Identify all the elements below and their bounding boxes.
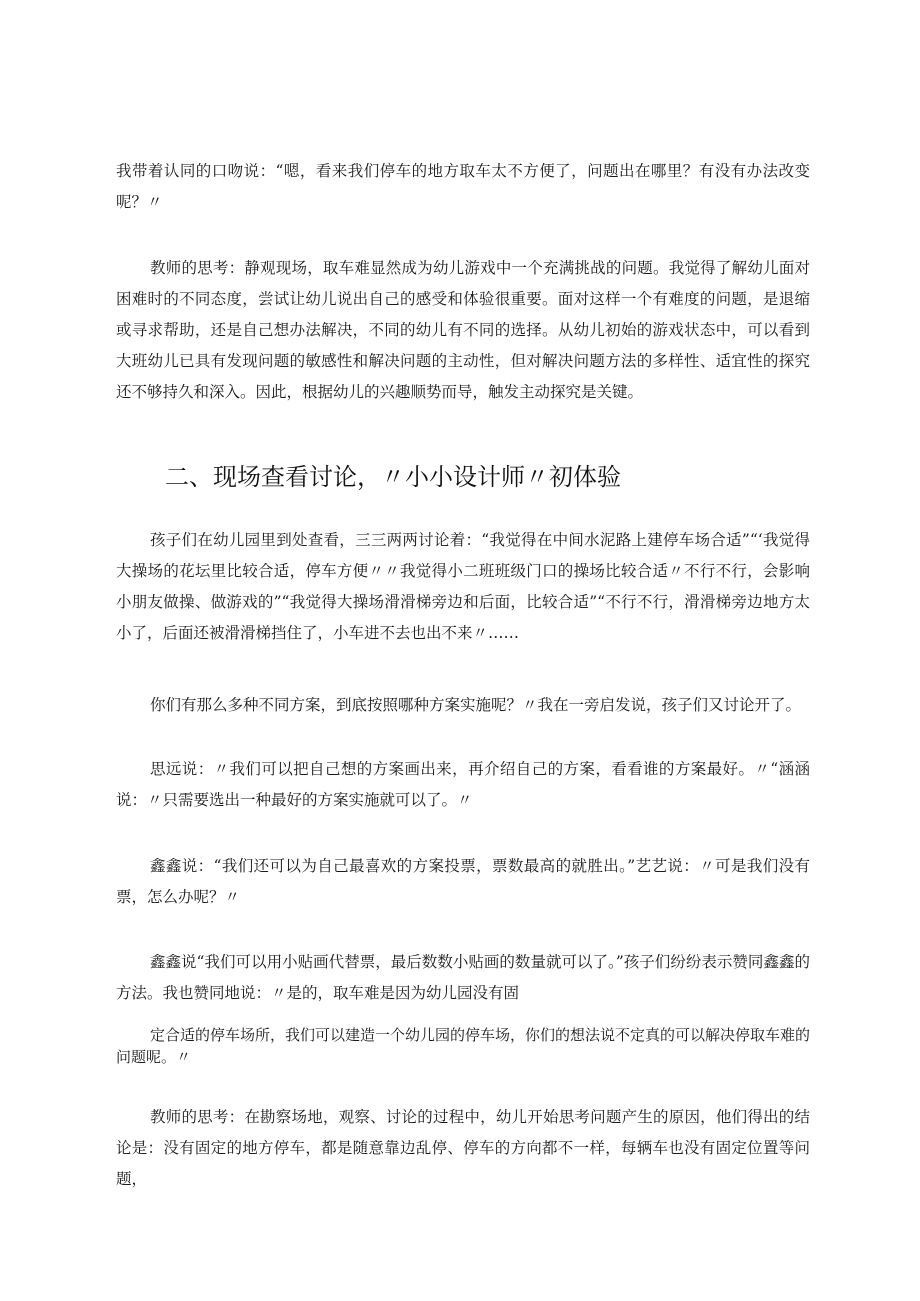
section-heading: 二、现场查看讨论，〃小小设计师〃初体验 xyxy=(165,463,621,491)
paragraph-xinxin-stickers: 鑫鑫说“我们可以用小贴画代替票，最后数数小贴画的数量就可以了。”孩子们纷纷表示赞同鑫鑫的方法。我也赞同地说：〃是的，取车难是因为幼儿园没有固 xyxy=(116,953,810,1002)
paragraph-teacher-reflection-2: 教师的思考：在勘察场地，观察、讨论的过程中，幼儿开始思考问题产生的原因，他们得出的结论是：没有固定的地方停车，都是随意靠边乱停、停车的方向都不一样，每辆车也没有固定位置等问题， xyxy=(116,1108,810,1188)
paragraph-xinxin-vote: 鑫鑫说：“我们还可以为自己最喜欢的方案投票，票数最高的就胜出。”艺艺说：〃可是我们没有票，怎么办呢？〃 xyxy=(116,857,810,906)
paragraph-parking-lot: 定合适的停车场所，我们可以建造一个幼儿园的停车场，你们的想法说不定真的可以解决停取车难的问题呢。〃 xyxy=(116,1026,811,1066)
paragraph-prompt: 你们有那么多种不同方案，到底按照哪种方案实施呢？〃我在一旁启发说，孩子们又讨论开了。 xyxy=(150,696,802,714)
paragraph-1: 我带着认同的口吻说：“嗯，看来我们停车的地方取车太不方便了，问题出在哪里？有没有办法改变呢？〃 xyxy=(116,162,810,211)
paragraph-teacher-reflection-1: 教师的思考：静观现场，取车难显然成为幼儿游戏中一个充满挑战的问题。我觉得了解幼儿面对困难时的不同态度，尝试让幼儿说出自己的感受和体验很重要。面对这样一个有难度的问题，是退缩或寻求帮助，还是自己想办法解决，不同的幼儿有不同的选择。从幼儿初始的游戏状态中，可以看到大班幼儿已具有发现问题的敏感性和解决问题的主动性，但对解决问题方法的多样性、适宜性的探究还不够持久和深入。因此，根据幼儿的兴趣顺势而导，触发主动探究是关键。 xyxy=(116,259,810,401)
paragraph-children-discussion: 孩子们在幼儿园里到处查看，三三两两讨论着：“我觉得在中间水泥路上建停车场合适”“‘我觉得大操场的花坛里比较合适，停车方便〃〃我觉得小二班班级门口的操场比较合适〃不行不行，会影响小朋友做操、做游戏的”“我觉得大操场滑滑梯旁边和后面，比较合适”“不行不行，滑滑梯旁边地方太小了，后面还被滑滑梯挡住了，小车进不去也出不来〃…… xyxy=(116,531,810,642)
paragraph-siyuan: 思远说：〃我们可以把自己想的方案画出来，再介绍自己的方案，看看谁的方案最好。〃“涵涵说：〃只需要选出一种最好的方案实施就可以了。〃 xyxy=(116,760,810,809)
